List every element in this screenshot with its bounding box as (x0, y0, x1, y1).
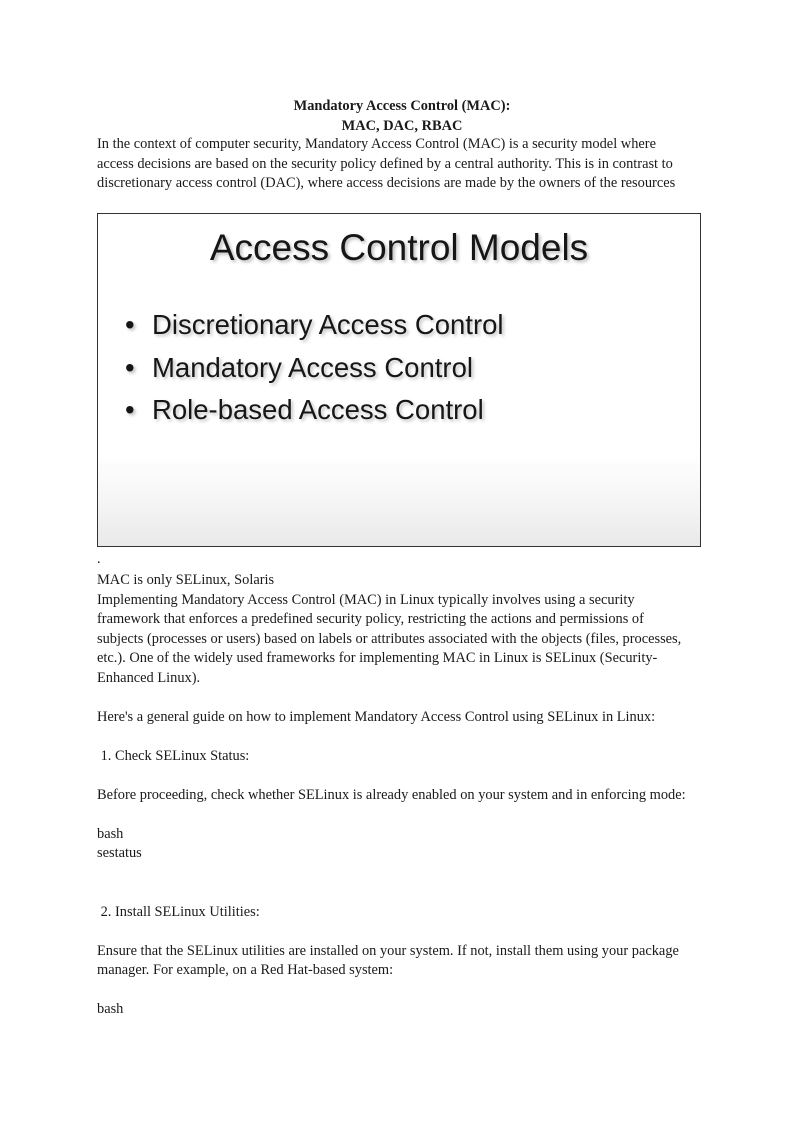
step1-heading: 1. Check SELinux Status: (97, 747, 250, 764)
step2-line-2: manager. For example, on a Red Hat-based system: (97, 962, 394, 978)
title-line-2: MAC, DAC, RBAC (341, 118, 463, 134)
slide-bullet-item (125, 389, 504, 432)
impl-line-3: subjects (processes or users) based on labels or attributes associated with the objects (files, processes, (97, 630, 682, 647)
slide-bullet-item (125, 304, 504, 347)
step1-command: sestatus (97, 845, 142, 861)
slide-bullet-label: Discretionary Access Control (152, 309, 504, 340)
slide-bullet-item (125, 347, 504, 390)
intro-line-1: In the context of computer security, Mandatory Access Control (MAC) is a security model where (97, 136, 656, 152)
access-control-models-slide (97, 213, 701, 547)
intro-line-3: discretionary access control (DAC), where access decisions are made by the owners of the resources (97, 175, 676, 191)
stray-period: . (97, 551, 101, 567)
mac-only-line: MAC is only SELinux, Solaris (97, 572, 275, 588)
slide-title: Access Control Models (209, 227, 589, 268)
spacer (97, 864, 707, 884)
slide-bullet-list (125, 304, 504, 432)
step2-line-1: Ensure that the SELinux utilities are installed on your system. If not, install them using your package (97, 942, 679, 959)
bullet-icon: • (125, 351, 135, 383)
bullet-icon: • (125, 394, 135, 425)
impl-line-1: Implementing Mandatory Access Control (MAC) in Linux typically involves using a security (97, 591, 635, 608)
guide-line: Here's a general guide on how to implement Mandatory Access Control using SELinux in Linux: (97, 708, 656, 725)
impl-line-4: etc.). One of the widely used frameworks for implementing MAC in Linux is SELinux (Security- (97, 650, 658, 666)
document-body (97, 571, 707, 1020)
impl-line-5: Enhanced Linux). (97, 669, 201, 686)
step1-lang-label: bash (97, 825, 124, 842)
spacer (97, 805, 707, 825)
spacer (97, 981, 707, 1001)
step2-heading: 2. Install SELinux Utilities: (97, 903, 260, 920)
impl-line-2: framework that enforces a predefined security policy, restricting the actions and permissions of (97, 611, 644, 627)
title-line-1: Mandatory Access Control (MAC): (293, 98, 511, 114)
spacer (97, 766, 707, 786)
spacer (97, 883, 707, 903)
spacer (97, 688, 707, 708)
intro-line-2: access decisions are based on the security policy defined by a central authority. This is in contrast to (97, 155, 673, 172)
slide-bullet-label: Role-based Access Control (152, 394, 484, 425)
step2-lang-label: bash (97, 1001, 124, 1017)
bullet-icon: • (125, 309, 135, 340)
slide-bullet-label: Mandatory Access Control (152, 351, 473, 383)
step1-text: Before proceeding, check whether SELinux is already enabled on your system and in enforcing mode: (97, 786, 686, 803)
document-header (97, 96, 707, 194)
spacer (97, 922, 707, 942)
spacer (97, 727, 707, 747)
